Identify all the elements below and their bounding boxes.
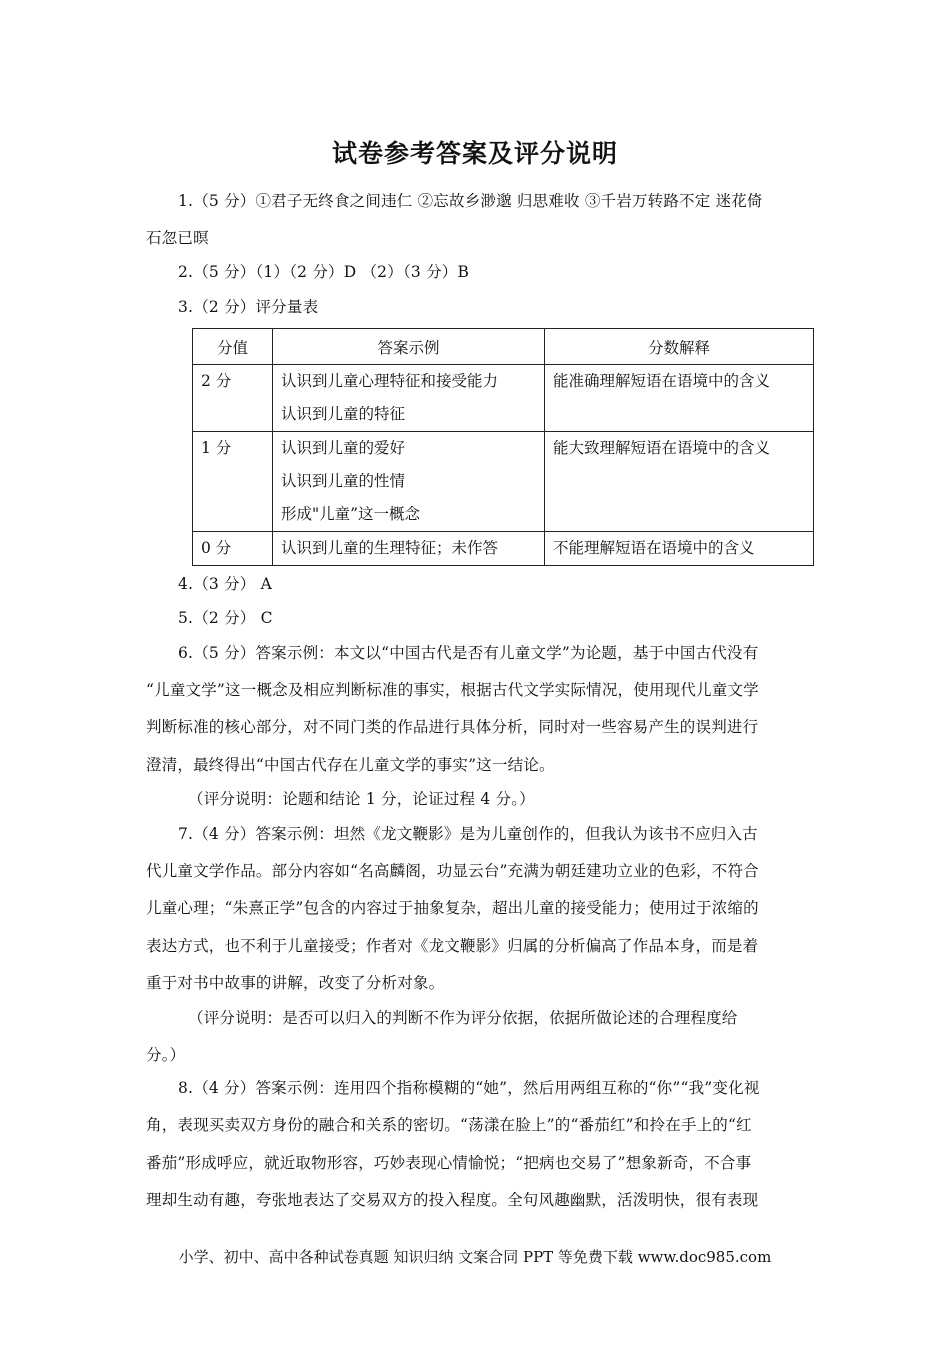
answer-7-line-3: 儿童心理；“朱熹正学”包含的内容过于抽象复杂，超出儿童的接受能力；使用过于浓缩的 — [146, 899, 759, 917]
answer-6-line-3: 判断标准的核心部分，对不同门类的作品进行具体分析，同时对一些容易产生的误判进行 — [146, 718, 759, 736]
answer-7-line-2: 代儿童文学作品。部分内容如“名高麟阁，功显云台”充满为朝廷建功立业的色彩，不符合 — [146, 862, 759, 880]
answer-7-line-4: 表达方式，也不利于儿童接受；作者对《龙文鞭影》归属的分析偏高了作品本身，而是着 — [146, 937, 759, 955]
answer-3-heading: 3.（2 分）评分量表 — [178, 298, 319, 316]
header-score: 分值 — [193, 329, 273, 365]
answer-2: 2.（5 分）（1）（2 分）D （2）（3 分）B — [178, 263, 470, 281]
cell-example: 认识到儿童的特征 — [281, 405, 406, 423]
answer-7-line-1: 7.（4 分）答案示例：坦然《龙文鞭影》是为儿童创作的，但我认为该书不应归入古 — [178, 825, 758, 843]
answer-1-line-2: 石忽已暝 — [146, 229, 209, 247]
footer-text: 小学、初中、高中各种试卷真题 知识归纳 文案合同 PPT 等免费下载 www.doc985.com — [178, 1248, 772, 1266]
page-title: 试卷参考答案及评分说明 — [331, 139, 618, 168]
cell-example: 认识到儿童的爱好 — [281, 439, 406, 457]
answer-6-line-1: 6.（5 分）答案示例：本文以“中国古代是否有儿童文学”为论题，基于中国古代没有 — [178, 644, 759, 662]
table-row — [193, 365, 814, 432]
answer-4: 4.（3 分） A — [178, 575, 272, 593]
answer-6-line-2: “儿童文学”这一概念及相应判断标准的事实，根据古代文学实际情况，使用现代儿童文学 — [146, 681, 759, 699]
cell-explain: 能大致理解短语在语境中的含义 — [553, 439, 771, 457]
header-explain: 分数解释 — [545, 329, 814, 365]
cell-example: 认识到儿童的生理特征；未作答 — [281, 539, 499, 557]
header-example: 答案示例 — [273, 329, 545, 365]
table-row — [193, 532, 814, 566]
answer-7-note-line-1: （评分说明：是否可以归入的判断不作为评分依据，依据所做论述的合理程度给 — [188, 1009, 738, 1027]
answer-8-line-4: 理却生动有趣，夸张地表达了交易双方的投入程度。全句风趣幽默，活泼明快，很有表现 — [146, 1191, 759, 1209]
cell-score: 2 分 — [201, 372, 232, 390]
answer-5: 5.（2 分） C — [178, 609, 273, 627]
cell-score: 0 分 — [201, 539, 232, 557]
answer-7-note-line-2: 分。） — [146, 1046, 186, 1064]
scoring-table — [192, 328, 814, 566]
answer-7-line-5: 重于对书中故事的讲解，改变了分析对象。 — [146, 974, 445, 992]
cell-explain: 不能理解短语在语境中的含义 — [553, 539, 755, 557]
answer-1-line-1: 1.（5 分）①君子无终食之间违仁 ②忘故乡渺邈 归思难收 ③千岩万转路不定 迷花倚 — [178, 192, 763, 210]
table-header-row — [193, 329, 814, 365]
cell-example: 认识到儿童的性情 — [281, 472, 406, 490]
cell-example: 认识到儿童心理特征和接受能力 — [281, 372, 499, 390]
answer-8-line-2: 角，表现买卖双方身份的融合和关系的密切。“荡漾在脸上”的“番茄红”和拎在手上的“红 — [146, 1116, 752, 1134]
answer-8-line-3: 番茄”形成呼应，就近取物形容，巧妙表现心情愉悦；“把病也交易了”想象新奇，不合事 — [146, 1154, 752, 1172]
cell-example: 形成"儿童”这一概念 — [281, 505, 421, 523]
cell-score: 1 分 — [201, 439, 232, 457]
cell-explain: 能准确理解短语在语境中的含义 — [553, 372, 771, 390]
answer-6-line-4: 澄清，最终得出“中国古代存在儿童文学的事实”这一结论。 — [146, 756, 555, 774]
table-row — [193, 432, 814, 532]
answer-6-note: （评分说明：论题和结论 1 分，论证过程 4 分。） — [188, 790, 535, 808]
answer-8-line-1: 8.（4 分）答案示例：连用四个指称模糊的“她”，然后用两组互称的“你”“我”变化视 — [178, 1079, 760, 1097]
